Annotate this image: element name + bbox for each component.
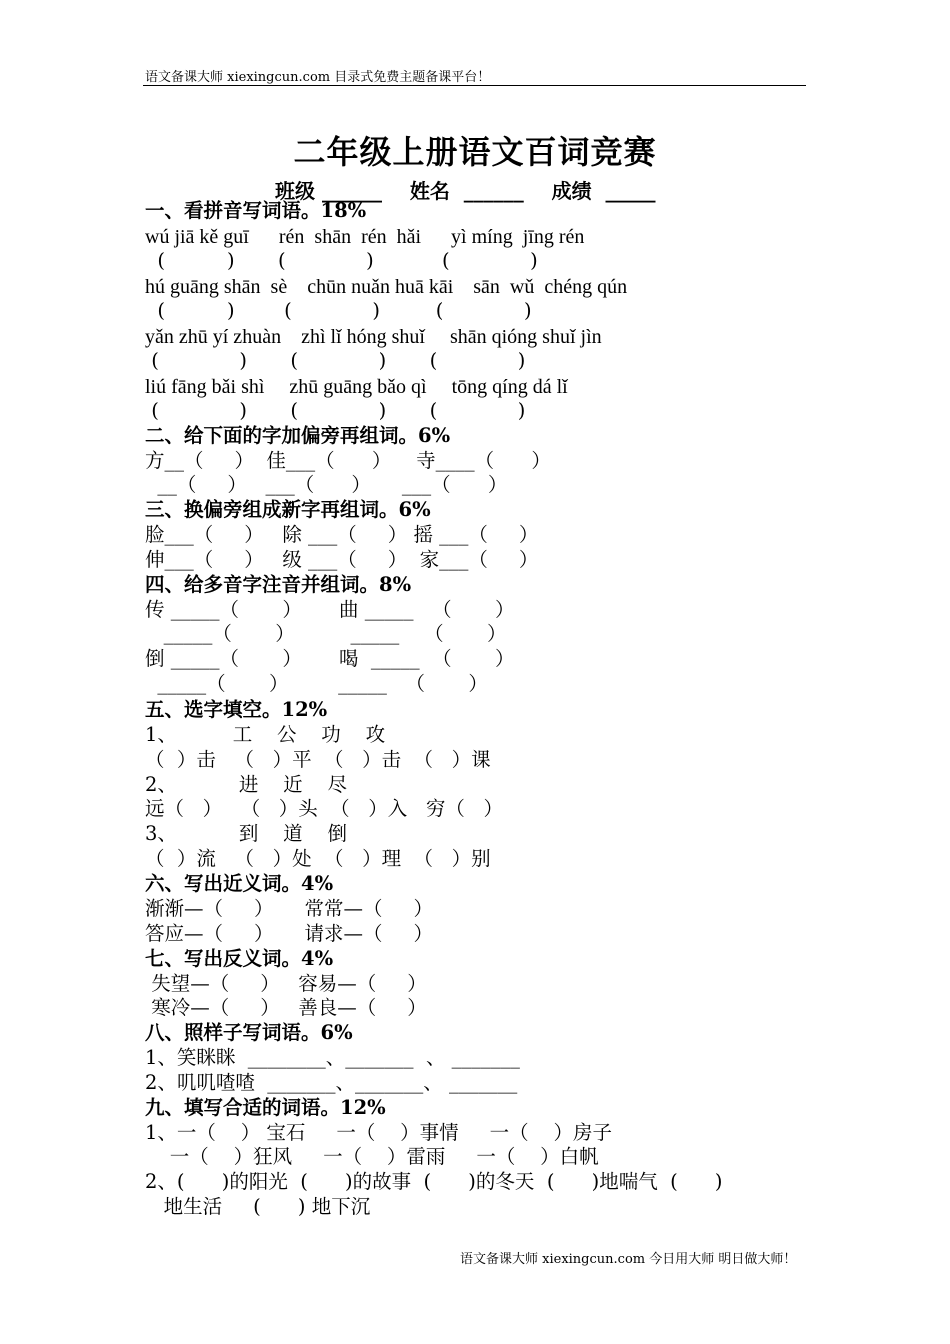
section-7-line: 失望—（ ） 容易—（ ）	[145, 972, 427, 995]
section-2-heading: 二、给下面的字加偏旁再组词。6%	[145, 424, 451, 447]
page-header: 语文备课大师 xiexingcun.com 目录式免费主题备课平台！	[145, 70, 491, 85]
section-7-heading: 七、写出反义词。4%	[145, 947, 334, 970]
section-9-line: 2、( )的阳光 ( )的故事 ( )的冬天 ( )地喘气 ( )	[145, 1170, 723, 1193]
section-4-heading: 四、给多音字注音并组词。8%	[145, 573, 412, 596]
section-5-line: （ ）击 （ ）平 （ ）击 （ ）课	[145, 748, 491, 771]
section-2-line: 方__（ ） 佳___（ ） 寺____（ ）	[145, 449, 551, 472]
section-1-line: ( ) ( ) ( )	[145, 399, 526, 422]
section-5-line: （ ）流 （ ）处 （ ）理 （ ）别	[145, 847, 491, 870]
section-6-heading: 六、写出近义词。4%	[145, 872, 334, 895]
section-5-line: 1、 工 公 功 攻	[145, 723, 386, 746]
section-4-line: 倒 _____（ ） 喝 _____ （ ）	[145, 647, 515, 670]
section-9-line: 一（ ）狂风 一（ ）雷雨 一（ ）白帆	[145, 1145, 599, 1168]
section-9-heading: 九、填写合适的词语。12%	[145, 1096, 386, 1119]
section-6-line: 答应—（ ） 请求—（ ）	[145, 922, 433, 945]
section-9-line: 地生活 ( ) 地下沉	[145, 1195, 371, 1218]
section-1-line: ( ) ( ) ( )	[145, 349, 526, 372]
section-6-line: 渐渐—（ ） 常常—（ ）	[145, 897, 433, 920]
section-4-line: _____（ ） _____ （ ）	[145, 622, 507, 645]
section-5-line: 远（ ） （ ）头 （ ）入 穷（ ）	[145, 797, 503, 820]
section-3-line: 伸___（ ） 级 ___（ ） 家___（ ）	[145, 548, 539, 571]
student-info-line: 班级 ______ 姓名 ______ 成绩 _____	[275, 179, 656, 203]
page-title: 二年级上册语文百词竞赛	[293, 133, 657, 171]
section-1-line: yǎn zhū yí zhuàn zhì lǐ hóng shuǐ shān qióng shuǐ jìn	[145, 326, 602, 348]
section-7-line: 寒冷—（ ） 善良—（ ）	[145, 996, 427, 1019]
section-2-line: __（ ） ___（ ） ___（ ）	[145, 473, 508, 496]
section-8-heading: 八、照样子写词语。6%	[145, 1021, 353, 1044]
section-8-line: 2、叽叽喳喳 _______、_______、 _______	[145, 1071, 518, 1094]
section-8-line: 1、笑眯眯 ________、_______ 、 _______	[145, 1046, 520, 1069]
page-footer: 语文备课大师 xiexingcun.com 今日用大师 明日做大师！	[460, 1252, 797, 1267]
section-1-line: wú jiā kě guī rén shān rén hǎi yì míng jīng rén	[145, 226, 585, 248]
section-5-line: 2、 进 近 尽	[145, 773, 347, 796]
section-3-line: 脸___（ ） 除 ___（ ） 摇 ___（ ）	[145, 523, 539, 546]
section-1-line: ( ) ( ) ( )	[145, 249, 538, 272]
section-1-line: liú fāng bǎi shì zhū guāng bǎo qì tōng qíng dá lǐ	[145, 376, 568, 398]
section-1-line: hú guāng shān sè chūn nuǎn huā kāi sān wǔ chéng qún	[145, 276, 628, 298]
section-3-heading: 三、换偏旁组成新字再组词。6%	[145, 498, 431, 521]
section-4-line: _____（ ） _____ （ ）	[145, 672, 488, 695]
header-divider	[143, 85, 806, 86]
section-1-line: ( ) ( ) ( )	[145, 299, 532, 322]
section-5-line: 3、 到 道 倒	[145, 822, 347, 845]
section-1-heading: 一、看拼音写词语。18%	[145, 199, 367, 222]
section-9-line: 1、一（ ） 宝石 一（ ）事情 一（ ）房子	[145, 1121, 612, 1144]
section-4-line: 传 _____（ ） 曲 _____ （ ）	[145, 598, 515, 621]
section-5-heading: 五、选字填空。12%	[145, 698, 328, 721]
